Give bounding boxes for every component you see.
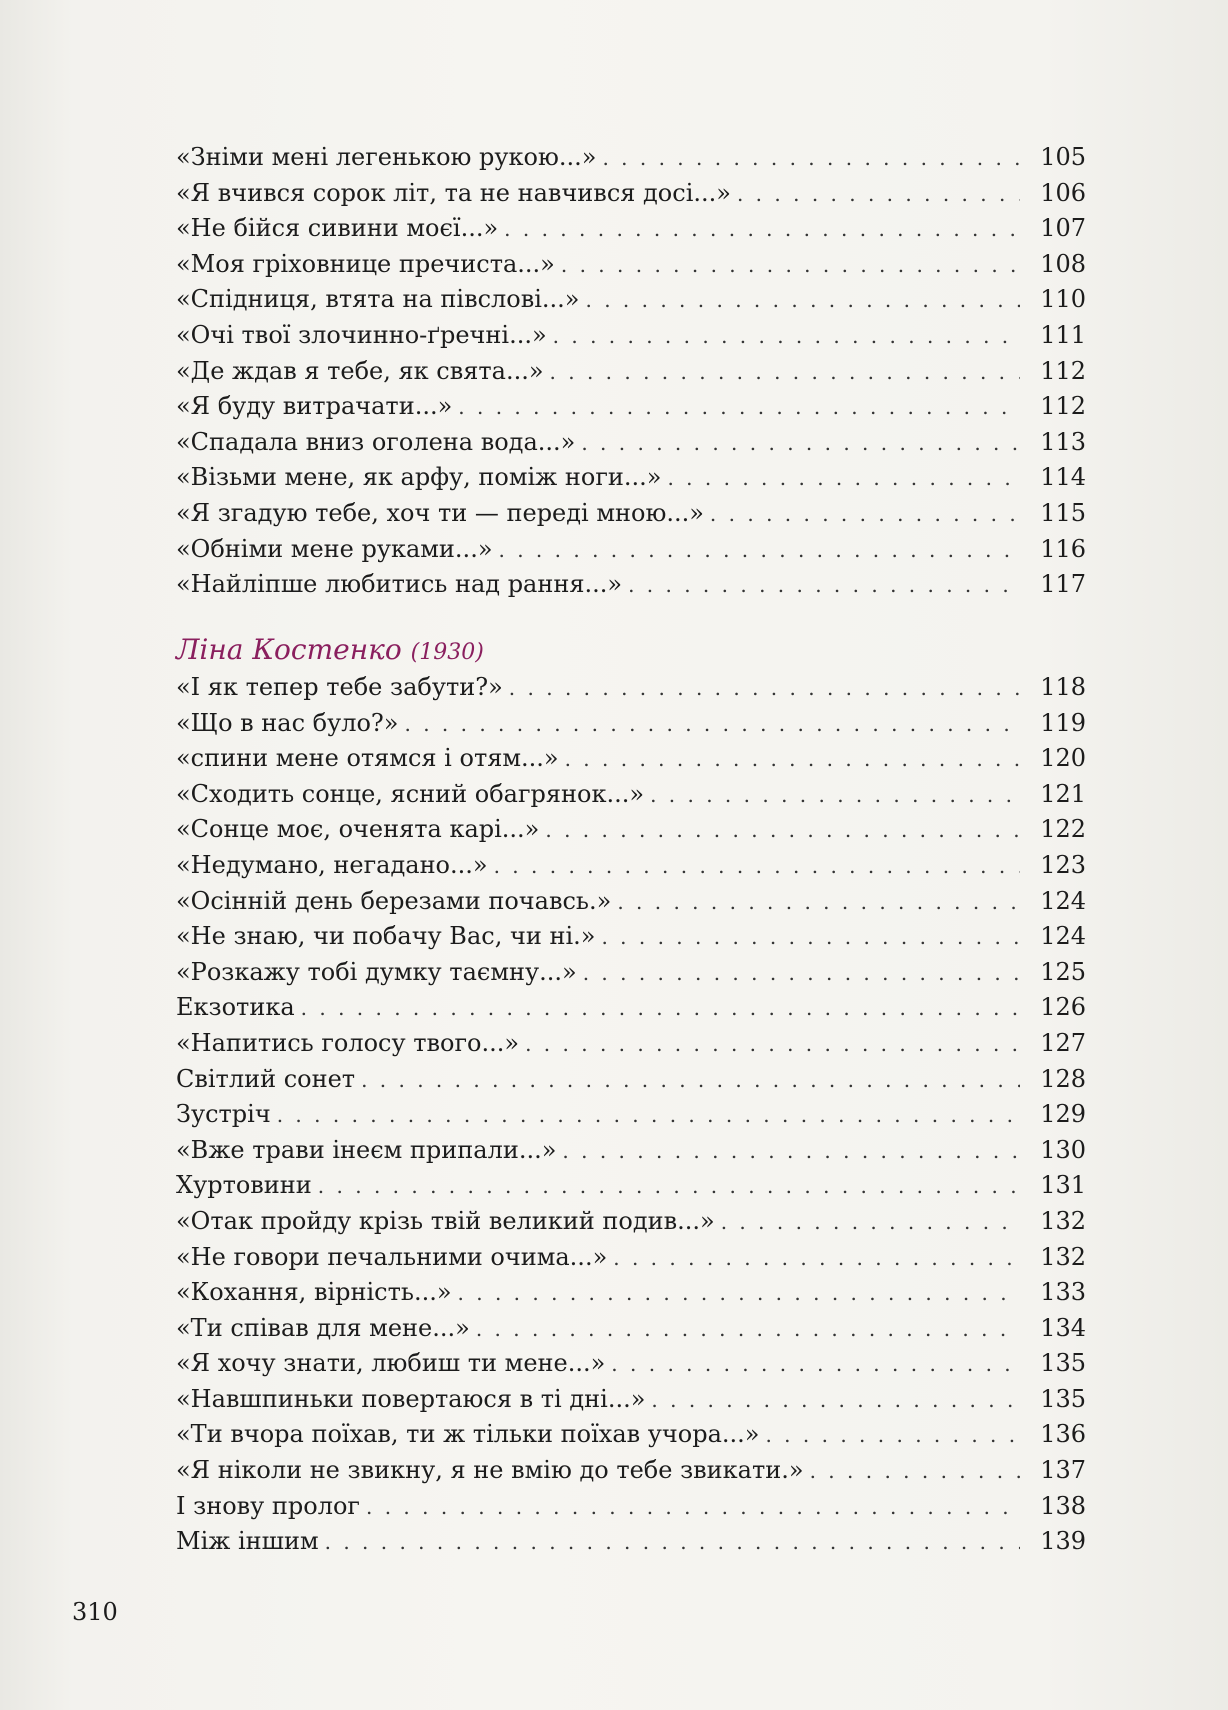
toc-entry-page: 115 <box>1040 498 1086 527</box>
toc-entry-page: 139 <box>1040 1527 1086 1556</box>
toc-entry <box>176 176 1086 212</box>
toc-entry <box>176 777 1086 813</box>
toc-entry-page: 120 <box>1040 744 1086 773</box>
toc-entry-page: 135 <box>1040 1349 1086 1378</box>
toc-entry-page: 119 <box>1040 708 1086 737</box>
toc-entry-title: «Спадала вниз оголена вода...» <box>176 427 576 456</box>
toc-entry <box>176 425 1086 461</box>
dot-leader <box>458 1276 1020 1312</box>
toc-entry-page: 125 <box>1040 957 1086 986</box>
dot-leader <box>504 212 1020 248</box>
toc-entry <box>176 812 1086 848</box>
dot-leader <box>525 1027 1020 1063</box>
toc-entry <box>176 389 1086 425</box>
toc-entry-page: 105 <box>1040 143 1086 171</box>
toc-entry <box>176 1489 1086 1525</box>
toc-entry-page: 126 <box>1040 993 1086 1022</box>
toc-entry-page: 127 <box>1040 1028 1086 1057</box>
toc-entry-page: 112 <box>1040 356 1086 385</box>
author-heading <box>176 632 484 671</box>
dot-leader <box>651 1383 1020 1419</box>
toc-entry-title: «Не говори печальними очима...» <box>176 1242 608 1271</box>
toc-entry-page: 114 <box>1040 463 1086 492</box>
toc-entry-title: Екзотика <box>176 993 295 1022</box>
toc-entry-page: 113 <box>1040 427 1086 456</box>
toc-entry <box>176 496 1086 532</box>
toc-entry <box>176 282 1086 318</box>
toc-entry-title: «Навшпиньки повертаюся в ті дні...» <box>176 1384 646 1413</box>
dot-leader <box>550 355 1020 391</box>
dot-leader <box>667 461 1020 497</box>
dot-leader <box>721 1205 1020 1241</box>
toc-entry-title: І знову пролог <box>176 1491 360 1520</box>
toc-entry <box>176 741 1086 777</box>
dot-leader <box>553 319 1020 355</box>
toc-entry-page: 132 <box>1040 1206 1086 1235</box>
toc-entry-title: «Сонце моє, оченята карі...» <box>176 815 540 844</box>
toc-entry-title: «Кохання, вірність...» <box>176 1278 452 1307</box>
toc-entry-title: «Найліпше любитись над рання...» <box>176 570 623 599</box>
toc-entry-page: 117 <box>1040 570 1086 599</box>
dot-leader <box>565 742 1020 778</box>
toc-entry-title: «Зніми мені легенькою рукою...» <box>176 143 597 171</box>
toc-entry-title: «Спідниця, втята на півслові...» <box>176 285 580 314</box>
dot-leader <box>318 1169 1020 1205</box>
toc-entry <box>176 884 1086 920</box>
toc-entry <box>176 955 1086 991</box>
toc-entry <box>176 1275 1086 1311</box>
dot-leader <box>545 813 1020 849</box>
toc-entry-title: «Я хочу знати, любиш ти мене...» <box>176 1349 606 1378</box>
toc-entry-title: «Вже трави інеєм припали...» <box>176 1135 557 1164</box>
toc-entry <box>176 1026 1086 1062</box>
toc-entry <box>176 1168 1086 1204</box>
dot-leader <box>494 849 1020 885</box>
toc-entry <box>176 354 1086 390</box>
toc-entry-page: 110 <box>1040 285 1086 314</box>
toc-entry-title: «Я вчився сорок літ, та не навчився досі...» <box>176 178 731 207</box>
toc-entry <box>176 1204 1086 1240</box>
toc-entry-title: «Де ждав я тебе, як свята...» <box>176 356 544 385</box>
dot-leader <box>710 497 1020 533</box>
toc-entry <box>176 1311 1086 1347</box>
toc-section-kostenko <box>176 670 1086 1560</box>
toc-entry-page: 133 <box>1040 1278 1086 1307</box>
author-years: (1930) <box>410 640 484 665</box>
toc-entry-title: «Очі твої злочинно-ґречні...» <box>176 320 547 349</box>
toc-entry <box>176 1453 1086 1489</box>
toc-entry-title: «Не знаю, чи побачу Вас, чи ні.» <box>176 922 596 951</box>
dot-leader <box>601 920 1020 956</box>
toc-entry-title: «Отак пройду крізь твій великий подив...» <box>176 1206 715 1235</box>
toc-entry-page: 124 <box>1040 922 1086 951</box>
toc-entry-page: 138 <box>1040 1491 1086 1520</box>
toc-entry <box>176 460 1086 496</box>
toc-entry-title: «Ти співав для мене...» <box>176 1313 470 1342</box>
dot-leader <box>613 1241 1020 1277</box>
toc-entry-page: 136 <box>1040 1420 1086 1449</box>
toc-entry <box>176 532 1086 568</box>
dot-leader <box>458 390 1020 426</box>
toc-entry-title: «Не бійся сивини моєї...» <box>176 214 499 243</box>
toc-entry-title: «Осінній день березами почавсь.» <box>176 886 612 915</box>
toc-entry <box>176 140 1086 176</box>
dot-leader <box>561 248 1020 284</box>
toc-entry-title: Зустріч <box>176 1100 271 1129</box>
toc-entry <box>176 670 1086 706</box>
toc-entry-page: 131 <box>1040 1171 1086 1200</box>
toc-entry-page: 122 <box>1040 815 1086 844</box>
dot-leader <box>602 141 1020 177</box>
toc-entry-title: Світлий сонет <box>176 1064 356 1093</box>
dot-leader <box>585 283 1020 319</box>
dot-leader <box>562 1134 1020 1170</box>
toc-entry-title: «Сходить сонце, ясний обагрянок...» <box>176 779 645 808</box>
dot-leader <box>617 885 1020 921</box>
dot-leader <box>476 1312 1020 1348</box>
dot-leader <box>499 533 1021 569</box>
dot-leader <box>737 177 1020 213</box>
toc-entry-page: 123 <box>1040 850 1086 879</box>
toc-entry-page: 134 <box>1040 1313 1086 1342</box>
dot-leader <box>325 1525 1020 1561</box>
toc-entry-title: «Недумано, негадано...» <box>176 850 488 879</box>
dot-leader <box>611 1347 1020 1383</box>
toc-entry-title: Хуртовини <box>176 1171 312 1200</box>
toc-entry <box>176 1133 1086 1169</box>
toc-entry-title: «Напитись голосу твого...» <box>176 1028 520 1057</box>
toc-entry-page: 111 <box>1040 320 1086 349</box>
toc-entry-page: 107 <box>1040 214 1086 243</box>
dot-leader <box>765 1418 1020 1454</box>
toc-entry <box>176 1240 1086 1276</box>
toc-entry-title: «Я буду витрачати...» <box>176 392 453 421</box>
toc-entry-title: «Я ніколи не звикну, я не вмію до тебе звикати.» <box>176 1456 804 1485</box>
page-number: 310 <box>72 1598 118 1626</box>
dot-leader <box>361 1063 1020 1099</box>
toc-entry <box>176 706 1086 742</box>
toc-entry-page: 118 <box>1040 673 1086 701</box>
toc-entry-title: «Я згадую тебе, хоч ти — переді мною...» <box>176 498 704 527</box>
toc-entry-page: 135 <box>1040 1384 1086 1413</box>
toc-entry <box>176 1062 1086 1098</box>
toc-entry-page: 116 <box>1040 534 1086 563</box>
toc-entry <box>176 1346 1086 1382</box>
toc-entry-title: «Ти вчора поїхав, ти ж тільки поїхав учора...» <box>176 1420 760 1449</box>
toc-entry <box>176 1382 1086 1418</box>
dot-leader <box>628 568 1020 604</box>
toc-entry-page: 132 <box>1040 1242 1086 1271</box>
dot-leader <box>810 1454 1020 1490</box>
toc-entry <box>176 848 1086 884</box>
dot-leader <box>581 426 1020 462</box>
toc-entry-page: 128 <box>1040 1064 1086 1093</box>
dot-leader <box>509 671 1020 707</box>
toc-entry <box>176 318 1086 354</box>
toc-entry-title: «спини мене отямся і отям...» <box>176 744 559 773</box>
dot-leader <box>366 1490 1020 1526</box>
toc-entry-title: «Моя гріховнице пречиста...» <box>176 249 555 278</box>
toc-entry-title: «І як тепер тебе забути?» <box>176 673 503 701</box>
dot-leader <box>583 956 1020 992</box>
toc-entry-title: «Візьми мене, як арфу, поміж ноги...» <box>176 463 662 492</box>
toc-entry-page: 121 <box>1040 779 1086 808</box>
toc-entry-page: 129 <box>1040 1100 1086 1129</box>
dot-leader <box>650 778 1020 814</box>
toc-section-previous-author <box>176 140 1086 603</box>
toc-entry <box>176 211 1086 247</box>
toc-entry <box>176 1524 1086 1560</box>
dot-leader <box>301 991 1020 1027</box>
toc-entry-title: Між іншим <box>176 1527 319 1556</box>
author-name: Ліна Костенко <box>176 633 402 666</box>
toc-entry-title: «Розкажу тобі думку таємну...» <box>176 957 577 986</box>
dot-leader <box>277 1098 1020 1134</box>
toc-entry-page: 130 <box>1040 1135 1086 1164</box>
toc-entry <box>176 919 1086 955</box>
toc-entry-page: 106 <box>1040 178 1086 207</box>
toc-entry <box>176 567 1086 603</box>
dot-leader <box>404 707 1020 743</box>
toc-entry-page: 137 <box>1040 1456 1086 1485</box>
toc-entry <box>176 1417 1086 1453</box>
toc-entry <box>176 1097 1086 1133</box>
toc-entry-page: 112 <box>1040 392 1086 421</box>
toc-entry <box>176 247 1086 283</box>
toc-entry-title: «Що в нас було?» <box>176 708 399 737</box>
toc-entry-page: 124 <box>1040 886 1086 915</box>
toc-entry-page: 108 <box>1040 249 1086 278</box>
toc-entry-title: «Обніми мене руками...» <box>176 534 493 563</box>
toc-entry <box>176 990 1086 1026</box>
